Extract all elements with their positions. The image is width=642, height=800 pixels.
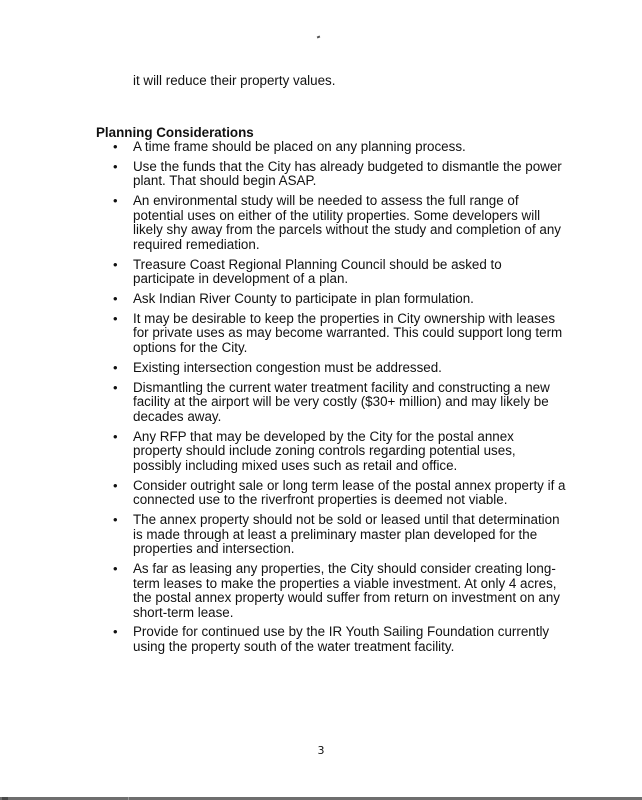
bullet-icon: • [113, 256, 118, 272]
list-item [96, 312, 566, 356]
list-item [96, 258, 566, 287]
list-item-text: Ask Indian River County to participate in plan formulation. [133, 291, 474, 307]
bullet-icon: • [113, 158, 118, 174]
bullet-icon: • [113, 511, 118, 527]
scan-artifact [317, 36, 321, 39]
list-item-text: It may be desirable to keep the properties in City ownership with leases for private uses as may become warranted. This could support long term options for the City. [133, 310, 563, 356]
bullet-icon: • [113, 560, 118, 576]
list-item [96, 381, 566, 425]
bullet-icon: • [113, 379, 118, 395]
list-item [96, 430, 566, 474]
list-item [96, 562, 566, 620]
list-item [96, 625, 566, 654]
list-item-text: Use the funds that the City has already budgeted to dismantle the power plant. That should begin ASAP. [133, 158, 562, 189]
list-item [96, 361, 566, 376]
continuation-text: it will reduce their property values. [133, 73, 336, 88]
list-item-text: As far as leasing any properties, the City should consider creating long-term leases to make the properties a viable investment. At only 4 acres, the postal annex property would suffer from return on investment on any short-term lease. [133, 560, 561, 620]
bullet-icon: • [113, 193, 118, 209]
page-number: 3 [317, 744, 325, 757]
list-item-text: An environmental study will be needed to assess the full range of potential uses on either of the utility properties. Some developers will likely shy away from the parcels without the study and completion of any required remediation. [133, 193, 561, 252]
bullet-icon: • [113, 359, 118, 375]
bullet-icon: • [113, 139, 118, 154]
list-item-text: Existing intersection congestion must be addressed. [133, 359, 442, 375]
list-item [96, 292, 566, 307]
list-item [96, 479, 566, 508]
list-item [96, 513, 566, 557]
bullet-icon: • [113, 428, 118, 444]
list-item-text: Consider outright sale or long term lease of the postal annex property if a connected use to the riverfront properties is deemed not viable. [133, 477, 566, 508]
list-item-text: Treasure Coast Regional Planning Council should be asked to participate in development of a plan. [133, 256, 502, 287]
bullet-icon: • [113, 477, 118, 493]
list-item [96, 194, 566, 252]
planning-considerations-list [96, 140, 566, 660]
list-item [96, 140, 566, 155]
list-item-text: Provide for continued use by the IR Youth Sailing Foundation currently using the property south of the water treatment facility. [133, 624, 550, 655]
bullet-icon: • [113, 624, 118, 640]
list-item [96, 160, 566, 189]
section-heading: Planning Considerations [96, 125, 254, 140]
bullet-icon: • [113, 291, 118, 307]
list-item-text: The annex property should not be sold or leased until that determination is made through at least a preliminary master plan developed for the properties and intersection. [133, 511, 560, 557]
list-item-text: Any RFP that may be developed by the City for the postal annex property should include zoning controls regarding potential uses, possibly including mixed uses such as retail and office. [133, 428, 516, 473]
bullet-icon: • [113, 310, 118, 326]
list-item-text: A time frame should be placed on any planning process. [133, 139, 466, 154]
list-item-text: Dismantling the current water treatment facility and constructing a new facility at the airport will be very costly ($30+ million) and may likely be decades away. [133, 379, 550, 424]
